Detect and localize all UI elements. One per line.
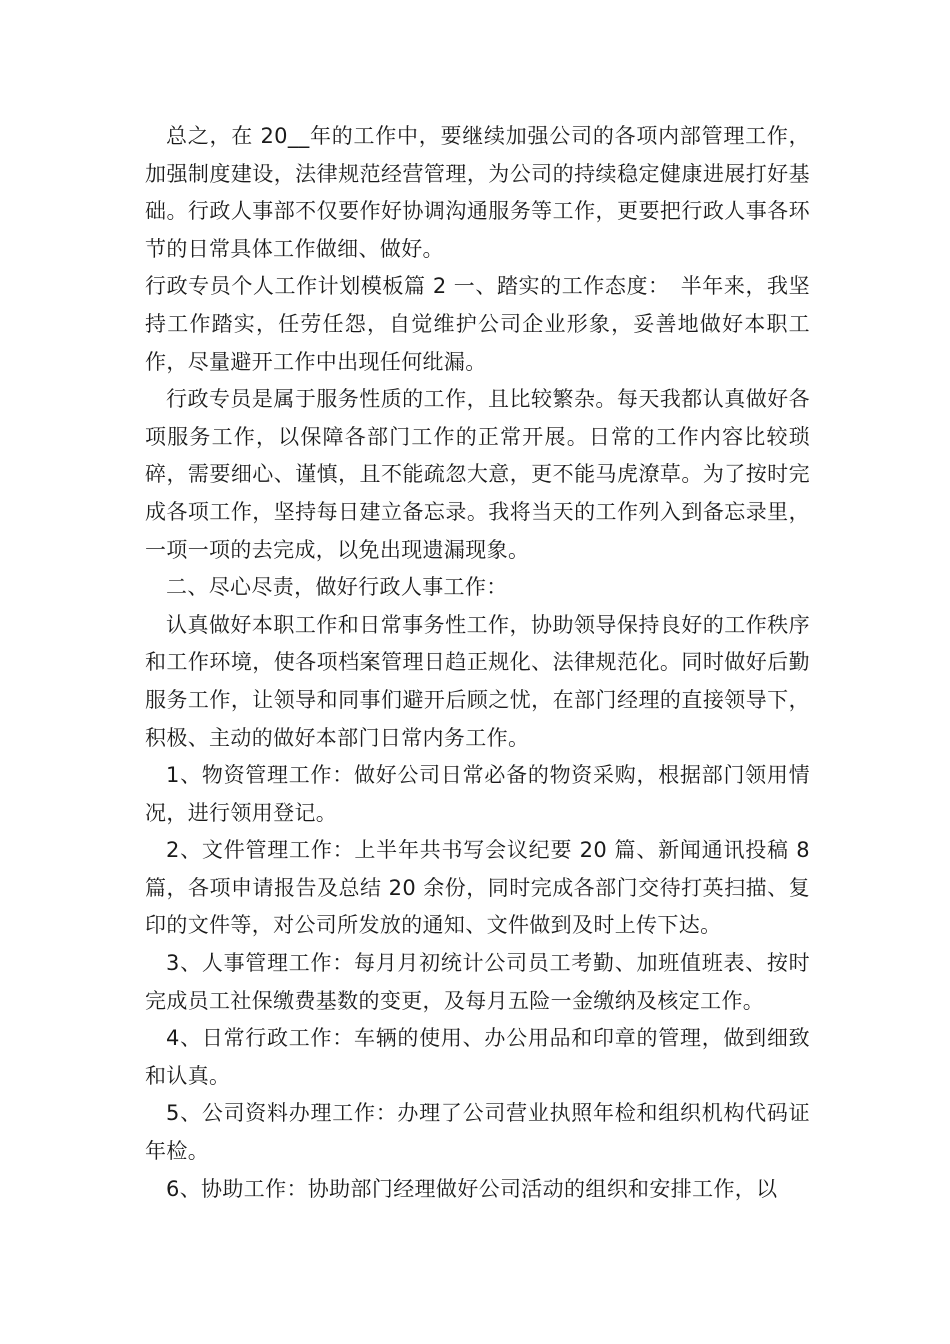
list-item-assistance-work: 6、协助工作：协助部门经理做好公司活动的组织和安排工作，以	[166, 1176, 778, 1201]
paragraph-plan-heading: 行政专员个人工作计划模板篇 2 一、踏实的工作态度： 半年来，我坚持工作踏实，任劳任怨，自觉维护公司企业形象，妥善地做好本职工作，尽量避开工作中出现任何纰漏。	[145, 274, 810, 374]
document-body	[145, 118, 810, 1208]
list-item-personnel-management: 3、人事管理工作：每月月初统计公司员工考勤、加班值班表、按时完成员工社保缴费基数的变更，及每月五险一金缴纳及核定工作。	[145, 951, 810, 1013]
list-item-file-management: 2、文件管理工作：上半年共书写会议纪要 20 篇、新闻通讯投稿 8 篇，各项申请报告及总结 20 余份，同时完成各部门交待打英扫描、复印的文件等，对公司所发放的通知、文件做到及时上传下达。	[145, 838, 810, 938]
paragraph-daily-affairs: 认真做好本职工作和日常事务性工作，协助领导保持良好的工作秩序和工作环境，使各项档案管理日趋正规化、法律规范化。同时做好后勤服务工作，让领导和同事们避开后顾之忧，在部门经理的直接领导下，积极、主动的做好本部门日常内务工作。	[145, 612, 810, 750]
paragraph-service-work: 行政专员是属于服务性质的工作，且比较繁杂。每天我都认真做好各项服务工作，以保障各部门工作的正常开展。日常的工作内容比较琐碎，需要细心、谨慎，且不能疏忽大意，更不能马虎潦草。为了按时完成各项工作，坚持每日建立备忘录。我将当天的工作列入到备忘录里，一项一项的去完成，以免出现遗漏现象。	[145, 387, 810, 562]
list-item-material-management: 1、物资管理工作：做好公司日常必备的物资采购，根据部门领用情况，进行领用登记。	[145, 763, 810, 825]
list-item-daily-administration: 4、日常行政工作：车辆的使用、办公用品和印章的管理，做到细致和认真。	[145, 1026, 810, 1088]
paragraph-summary: 总之，在 20__年的工作中，要继续加强公司的各项内部管理工作，加强制度建设，法律规范经营管理，为公司的持续稳定健康进展打好基础。行政人事部不仅要作好协调沟通服务等工作，更要把行政人事各环节的日常具体工作做细、做好。	[145, 124, 810, 261]
paragraph-section-two-heading: 二、尽心尽责，做好行政人事工作：	[166, 575, 508, 600]
list-item-company-documents: 5、公司资料办理工作：办理了公司营业执照年检和组织机构代码证年检。	[145, 1101, 810, 1164]
